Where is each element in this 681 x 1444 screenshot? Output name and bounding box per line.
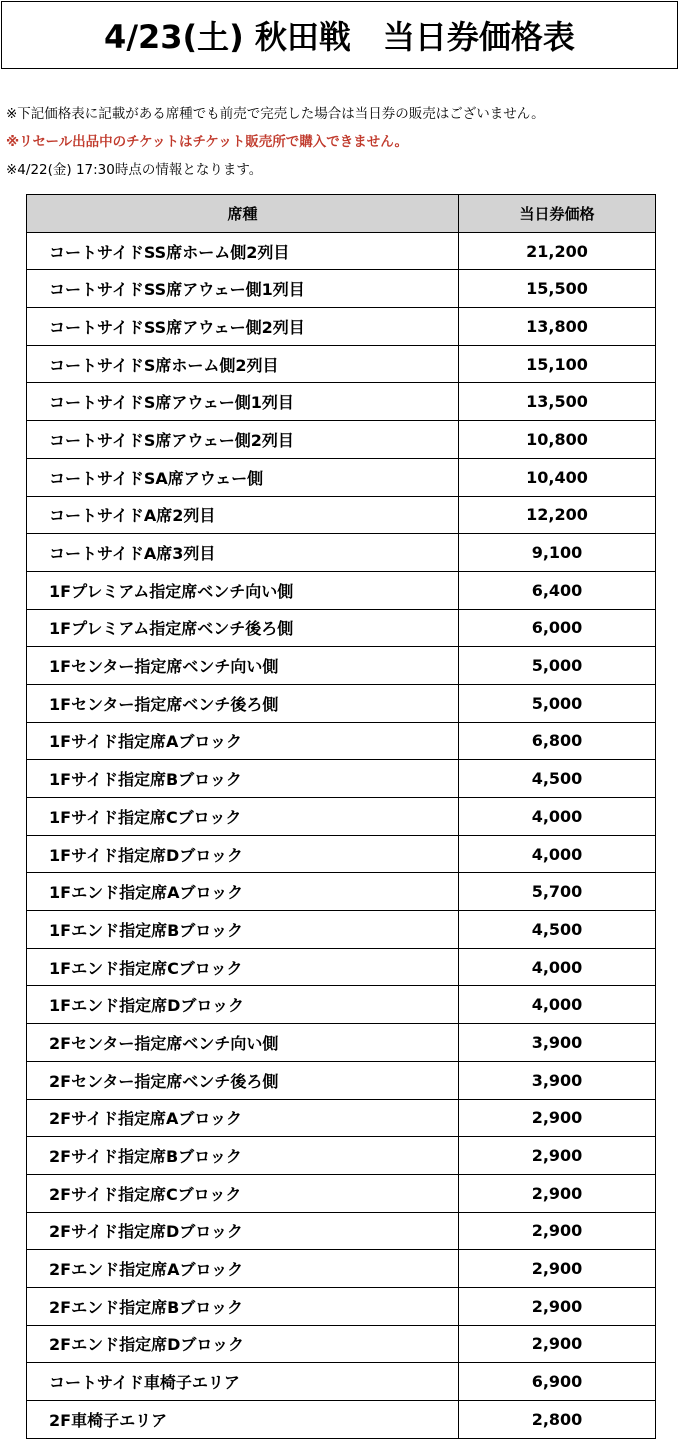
price-cell: 5,700	[459, 873, 656, 911]
table-row	[27, 534, 656, 572]
price-cell: 2,900	[459, 1174, 656, 1212]
table-row	[27, 1024, 656, 1062]
table-row	[27, 1363, 656, 1401]
table-row	[27, 1099, 656, 1137]
table-row	[27, 232, 656, 270]
price-cell: 3,900	[459, 1024, 656, 1062]
table-row	[27, 948, 656, 986]
note-sold-out: ※下記価格表に記載がある席種でも前売で完売した場合は当日券の販売はございません。	[6, 106, 545, 122]
table-row	[27, 270, 656, 308]
seat-type-cell: 1Fセンター指定席ベンチ向い側	[27, 647, 459, 685]
table-row	[27, 684, 656, 722]
price-cell: 6,800	[459, 722, 656, 760]
seat-type-cell: コートサイド車椅子エリア	[27, 1363, 459, 1401]
price-cell: 13,500	[459, 383, 656, 421]
column-header-price: 当日券価格	[459, 195, 656, 233]
notes	[6, 100, 545, 184]
price-cell: 10,800	[459, 421, 656, 459]
seat-type-cell: 2F車椅子エリア	[27, 1401, 459, 1439]
seat-type-cell: 2Fエンド指定席Bブロック	[27, 1287, 459, 1325]
seat-type-cell: 1Fプレミアム指定席ベンチ向い側	[27, 571, 459, 609]
table-row	[27, 1137, 656, 1175]
table-row	[27, 1287, 656, 1325]
price-cell: 2,900	[459, 1212, 656, 1250]
table-header-row	[27, 195, 656, 233]
table-body	[27, 232, 656, 1438]
seat-type-cell: 1Fエンド指定席Aブロック	[27, 873, 459, 911]
seat-type-cell: 1Fセンター指定席ベンチ後ろ側	[27, 684, 459, 722]
table-row	[27, 345, 656, 383]
seat-type-cell: コートサイドS席アウェー側2列目	[27, 421, 459, 459]
seat-type-cell: コートサイドA席2列目	[27, 496, 459, 534]
seat-type-cell: 1Fサイド指定席Cブロック	[27, 798, 459, 836]
price-cell: 4,000	[459, 835, 656, 873]
seat-type-cell: コートサイドS席アウェー側1列目	[27, 383, 459, 421]
seat-type-cell: 1Fエンド指定席Cブロック	[27, 948, 459, 986]
table-row	[27, 421, 656, 459]
table-row	[27, 1250, 656, 1288]
table-row	[27, 1401, 656, 1439]
price-cell: 9,100	[459, 534, 656, 572]
seat-type-cell: コートサイドSS席アウェー側1列目	[27, 270, 459, 308]
price-cell: 15,100	[459, 345, 656, 383]
price-cell: 4,000	[459, 986, 656, 1024]
price-cell: 6,400	[459, 571, 656, 609]
seat-type-cell: コートサイドA席3列目	[27, 534, 459, 572]
table-row	[27, 986, 656, 1024]
seat-type-cell: 1Fエンド指定席Dブロック	[27, 986, 459, 1024]
table-row	[27, 647, 656, 685]
price-cell: 10,400	[459, 458, 656, 496]
table-row	[27, 760, 656, 798]
price-cell: 15,500	[459, 270, 656, 308]
seat-type-cell: 2Fエンド指定席Aブロック	[27, 1250, 459, 1288]
column-header-seat: 席種	[27, 195, 459, 233]
seat-type-cell: 1Fプレミアム指定席ベンチ後ろ側	[27, 609, 459, 647]
seat-type-cell: 1Fエンド指定席Bブロック	[27, 911, 459, 949]
seat-type-cell: 2Fサイド指定席Bブロック	[27, 1137, 459, 1175]
table-row	[27, 458, 656, 496]
seat-type-cell: コートサイドSS席アウェー側2列目	[27, 308, 459, 346]
table-row	[27, 1212, 656, 1250]
price-cell: 4,500	[459, 911, 656, 949]
price-cell: 2,800	[459, 1401, 656, 1439]
price-cell: 21,200	[459, 232, 656, 270]
table-row	[27, 835, 656, 873]
price-cell: 6,900	[459, 1363, 656, 1401]
seat-type-cell: 1Fサイド指定席Bブロック	[27, 760, 459, 798]
table-row	[27, 911, 656, 949]
seat-type-cell: 2Fサイド指定席Dブロック	[27, 1212, 459, 1250]
table-row	[27, 873, 656, 911]
table-row	[27, 308, 656, 346]
table-row	[27, 383, 656, 421]
table-row	[27, 1174, 656, 1212]
title-box	[1, 1, 678, 69]
price-cell: 2,900	[459, 1250, 656, 1288]
table-row	[27, 1325, 656, 1363]
table-row	[27, 722, 656, 760]
table-row	[27, 571, 656, 609]
price-cell: 5,000	[459, 684, 656, 722]
seat-type-cell: 2Fセンター指定席ベンチ向い側	[27, 1024, 459, 1062]
price-cell: 2,900	[459, 1099, 656, 1137]
seat-type-cell: 2Fセンター指定席ベンチ後ろ側	[27, 1061, 459, 1099]
seat-type-cell: コートサイドS席ホーム側2列目	[27, 345, 459, 383]
table-row	[27, 609, 656, 647]
table-row	[27, 496, 656, 534]
seat-type-cell: 2Fサイド指定席Cブロック	[27, 1174, 459, 1212]
table-row	[27, 1061, 656, 1099]
price-cell: 2,900	[459, 1287, 656, 1325]
price-cell: 12,200	[459, 496, 656, 534]
note-info-time: ※4/22(金) 17:30時点の情報となります。	[6, 162, 263, 178]
seat-type-cell: 1Fサイド指定席Aブロック	[27, 722, 459, 760]
page-title: 4/23(土) 秋田戦 当日券価格表	[104, 18, 575, 56]
price-cell: 4,500	[459, 760, 656, 798]
seat-type-cell: コートサイドSS席ホーム側2列目	[27, 232, 459, 270]
price-cell: 5,000	[459, 647, 656, 685]
price-cell: 4,000	[459, 948, 656, 986]
seat-type-cell: 2Fサイド指定席Aブロック	[27, 1099, 459, 1137]
price-cell: 6,000	[459, 609, 656, 647]
table-row	[27, 798, 656, 836]
price-cell: 3,900	[459, 1061, 656, 1099]
note-resale-warning: ※リセール出品中のチケットはチケット販売所で購入できません。	[6, 134, 409, 150]
seat-type-cell: 1Fサイド指定席Dブロック	[27, 835, 459, 873]
price-table	[26, 194, 656, 1439]
price-cell: 4,000	[459, 798, 656, 836]
price-cell: 13,800	[459, 308, 656, 346]
price-cell: 2,900	[459, 1137, 656, 1175]
price-cell: 2,900	[459, 1325, 656, 1363]
seat-type-cell: 2Fエンド指定席Dブロック	[27, 1325, 459, 1363]
seat-type-cell: コートサイドSA席アウェー側	[27, 458, 459, 496]
